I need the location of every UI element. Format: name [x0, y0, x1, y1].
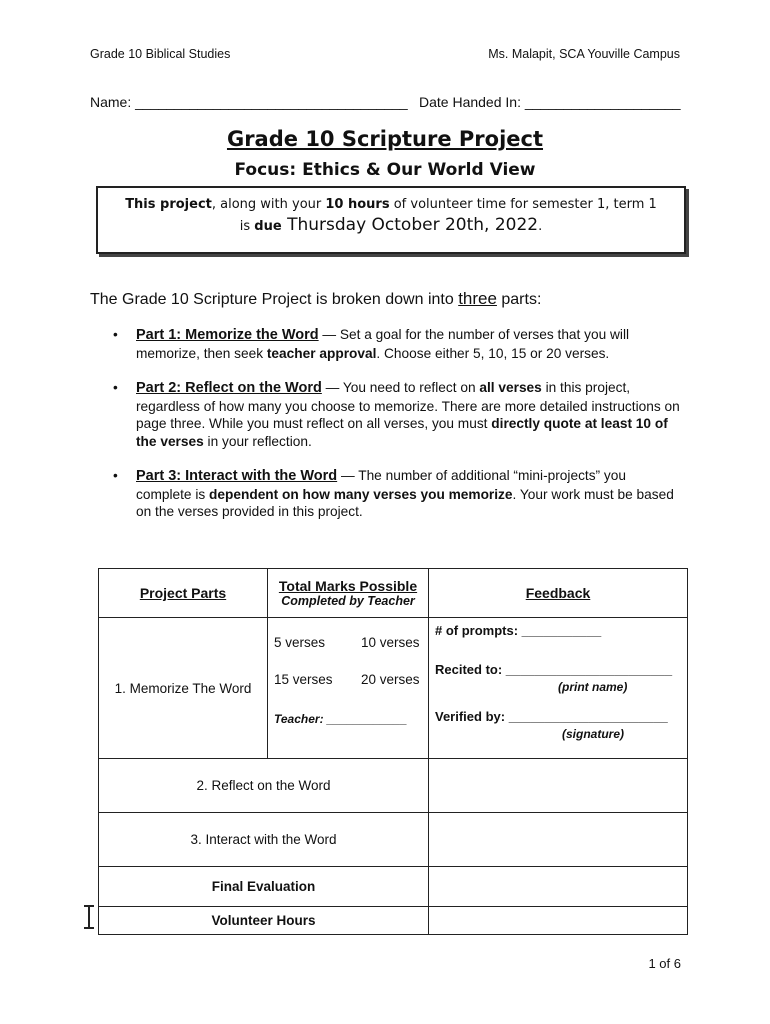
bullet-icon: •: [113, 468, 118, 483]
empty-cell: [429, 759, 688, 813]
option-15-verses: 15 verses: [274, 672, 333, 687]
recited-to-field: Recited to: _______________________: [435, 662, 673, 677]
table-header-row: [99, 569, 688, 618]
bullet-icon: •: [113, 380, 118, 395]
col-project-parts: Project Parts: [99, 569, 268, 618]
date-handed-in-field: Date Handed In: ____________________: [419, 94, 681, 110]
verified-by-field: Verified by: ______________________: [435, 709, 668, 724]
table-row: [99, 907, 688, 935]
col-total-marks: Total Marks Possible Completed by Teacher: [268, 569, 429, 618]
margin-mark: [84, 927, 94, 929]
intro-line: The Grade 10 Scripture Project is broken down into three parts:: [90, 289, 542, 308]
feedback-cell: [429, 618, 688, 759]
empty-cell: [429, 813, 688, 867]
teacher-field: Teacher: ____________: [274, 712, 407, 726]
table-row: [99, 867, 688, 907]
list-item: • Part 3: Interact with the Word — The number of additional “mini-projects” you complete is dependent on how many verses you memorize. Your work must be based on the verses provided in this project.: [113, 468, 674, 519]
due-date: Thursday October 20th, 2022: [281, 215, 539, 235]
verified-note: (signature): [562, 727, 625, 741]
row-reflect: 2. Reflect on the Word: [99, 759, 429, 813]
due-text: due: [254, 219, 282, 234]
header-course: Grade 10 Biblical Studies: [90, 47, 231, 61]
row-memorize-label: 1. Memorize The Word: [99, 618, 268, 759]
empty-cell: [429, 907, 688, 935]
bullet-icon: •: [113, 327, 118, 342]
table-row: [99, 813, 688, 867]
table-row: [99, 618, 688, 759]
page-subtitle: Focus: Ethics & Our World View: [234, 160, 536, 180]
recited-note: (print name): [558, 680, 628, 694]
page-title: Grade 10 Scripture Project: [226, 127, 544, 151]
list-item: • Part 2: Reflect on the Word — You need to reflect on all verses in this project, regardless of how many you choose to memorize. There are more detailed instructions on page three. While you must reflect on all verses, you must directly quote at least 10 of the verses in your reflection.: [113, 380, 680, 449]
due-date-box: [96, 186, 686, 254]
due-text: .: [538, 219, 543, 234]
margin-mark: [84, 905, 94, 907]
row-volunteer-hours: Volunteer Hours: [99, 907, 429, 935]
margin-mark: [88, 906, 90, 928]
empty-cell: [429, 867, 688, 907]
part-heading: Part 3: Interact with the Word: [136, 468, 338, 484]
grading-table: [98, 568, 688, 935]
due-text: of volunteer time for semester 1, term 1: [389, 197, 657, 212]
col-feedback: Feedback: [429, 569, 688, 618]
parts-list: [113, 326, 683, 538]
page-number: 1 of 6: [648, 956, 681, 971]
verse-options-cell: [268, 618, 429, 759]
prompts-field: # of prompts: ___________: [435, 623, 602, 638]
row-final-evaluation: Final Evaluation: [99, 867, 429, 907]
part-heading: Part 2: Reflect on the Word: [136, 380, 322, 396]
option-5-verses: 5 verses: [274, 635, 326, 650]
col-total-marks-sub: Completed by Teacher: [281, 594, 415, 608]
due-text: This project: [125, 197, 212, 212]
name-field: Name: ___________________________________: [90, 94, 408, 110]
part-heading: Part 1: Memorize the Word: [136, 327, 319, 343]
option-20-verses: 20 verses: [361, 672, 420, 687]
list-item: • Part 1: Memorize the Word — Set a goal for the number of verses that you will memorize, then seek teacher approval. Choose either 5, 10, 15 or 20 verses.: [113, 327, 630, 361]
intro-emphasis: three: [458, 289, 497, 308]
due-text: 10 hours: [325, 197, 390, 212]
option-10-verses: 10 verses: [361, 635, 420, 650]
header-teacher: Ms. Malapit, SCA Youville Campus: [488, 47, 680, 61]
due-text: , along with your: [211, 197, 326, 212]
table-row: [99, 759, 688, 813]
due-text: is: [239, 219, 255, 234]
row-interact: 3. Interact with the Word: [99, 813, 429, 867]
